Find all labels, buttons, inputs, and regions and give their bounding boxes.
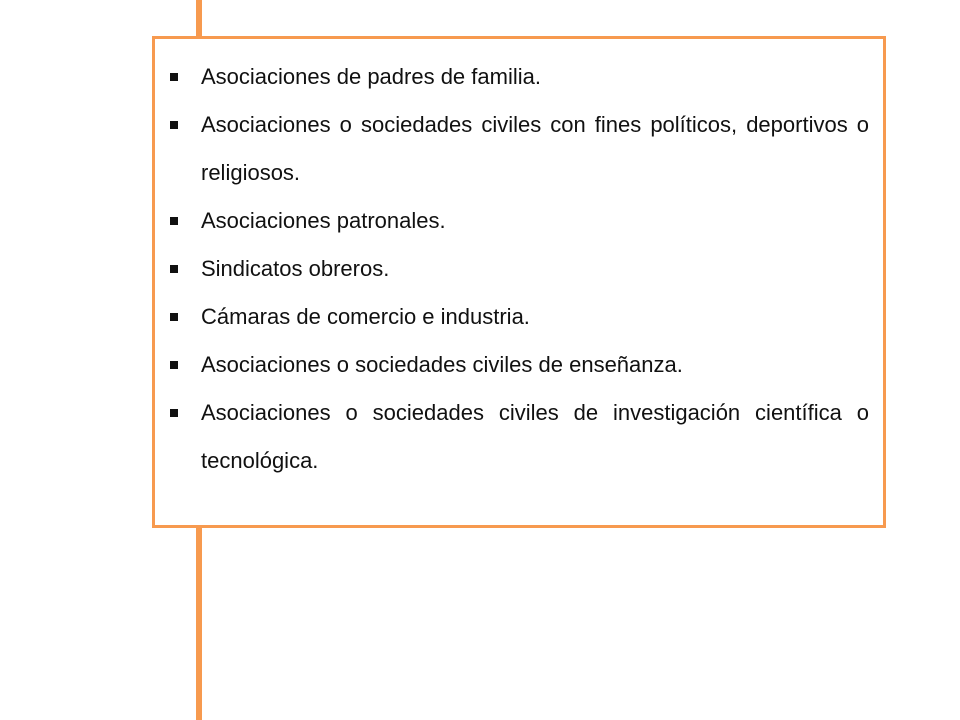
list-item-text: Sindicatos obreros.	[201, 256, 390, 281]
list-item-text: Asociaciones de padres de familia.	[201, 64, 541, 89]
list-item-text: Asociaciones o sociedades civiles de investigación científica o tecnológica.	[201, 400, 869, 473]
list-item-text: Asociaciones patronales.	[201, 208, 446, 233]
square-bullet-icon	[170, 73, 178, 81]
list-item	[169, 101, 869, 197]
list-item	[169, 197, 869, 245]
square-bullet-icon	[170, 361, 178, 369]
list-item	[169, 341, 869, 389]
list-item	[169, 245, 869, 293]
square-bullet-icon	[170, 409, 178, 417]
square-bullet-icon	[170, 313, 178, 321]
list-item	[169, 293, 869, 341]
content-box	[152, 36, 886, 528]
list-item	[169, 389, 869, 485]
list-item	[169, 53, 869, 101]
bullet-list	[169, 53, 869, 485]
square-bullet-icon	[170, 121, 178, 129]
list-item-text: Cámaras de comercio e industria.	[201, 304, 530, 329]
square-bullet-icon	[170, 217, 178, 225]
square-bullet-icon	[170, 265, 178, 273]
list-item-text: Asociaciones o sociedades civiles con fines políticos, deportivos o religiosos.	[201, 112, 869, 185]
list-item-text: Asociaciones o sociedades civiles de enseñanza.	[201, 352, 683, 377]
